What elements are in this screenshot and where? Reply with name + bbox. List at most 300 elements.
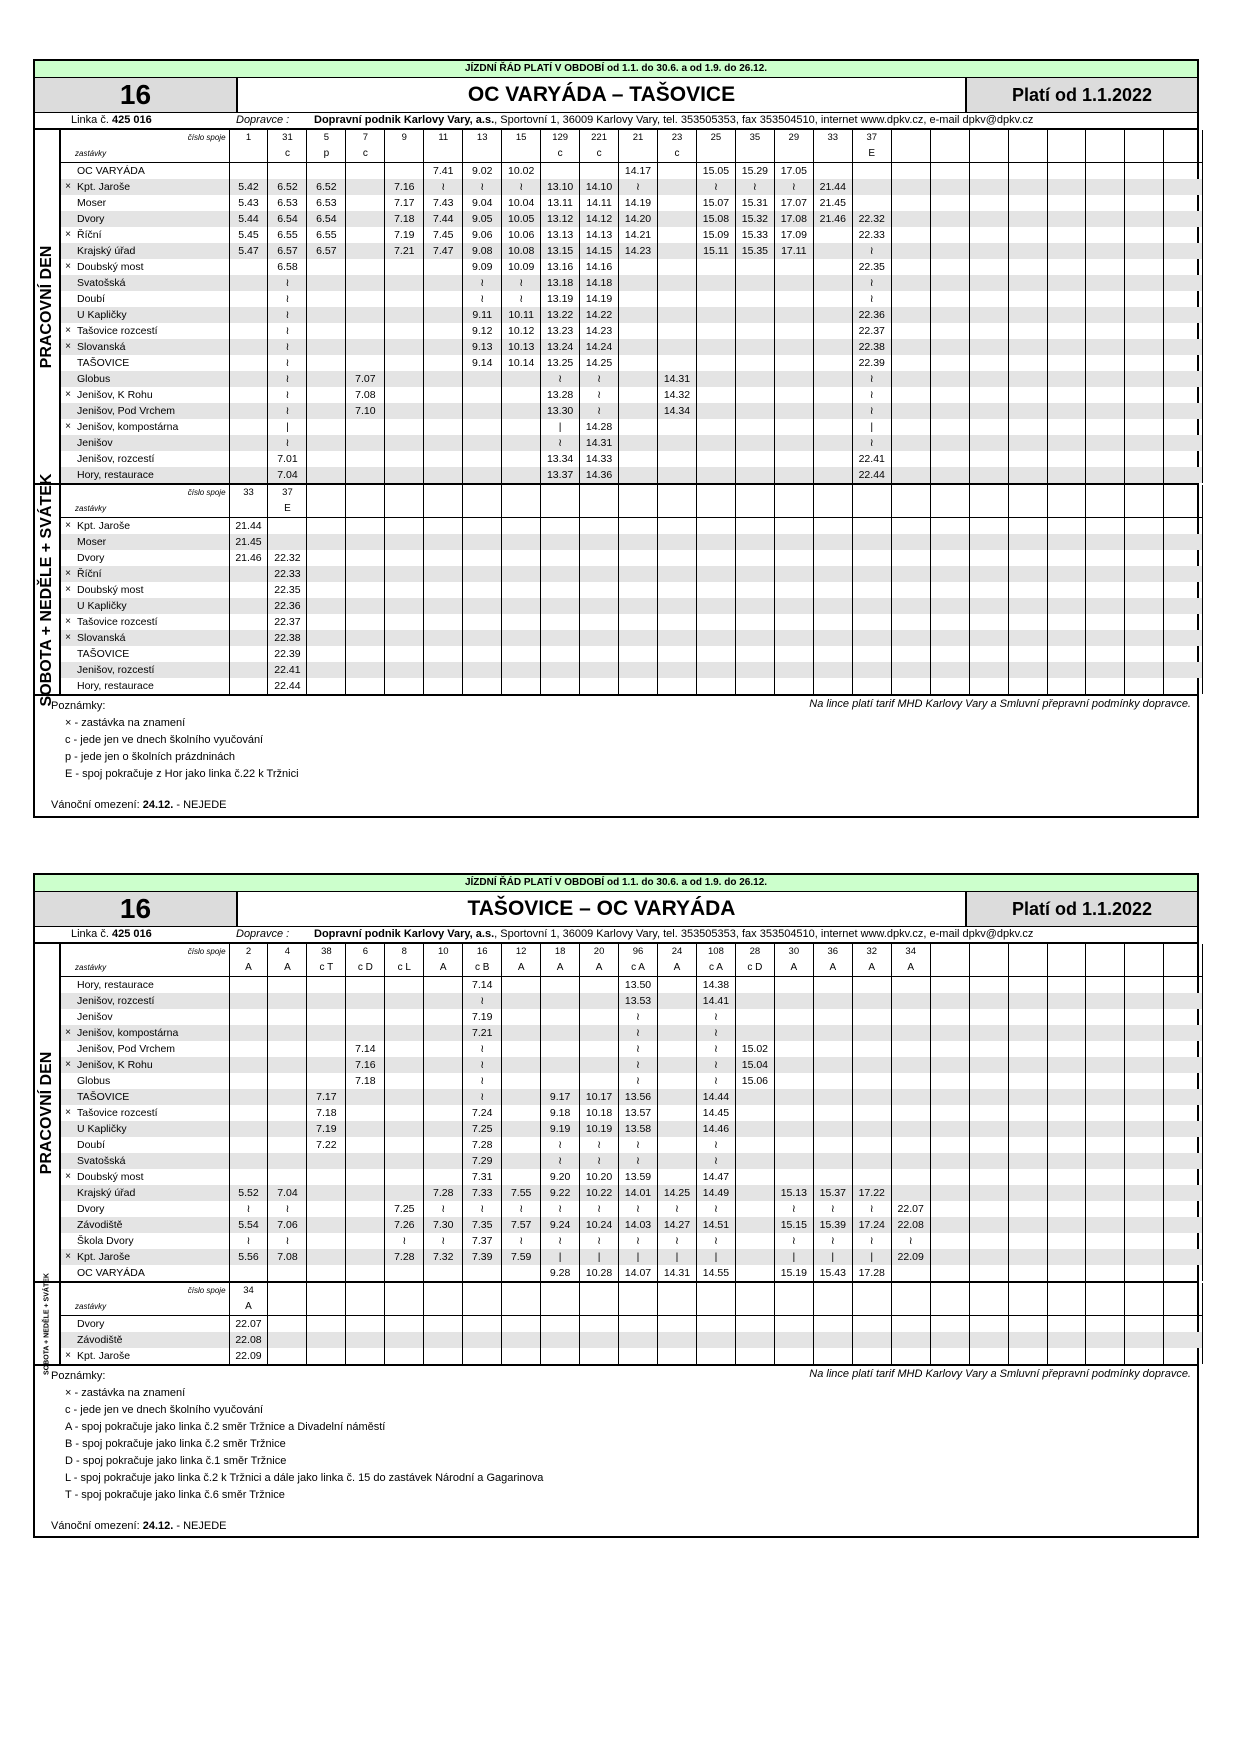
departure-time bbox=[424, 566, 463, 582]
departure-time bbox=[307, 582, 346, 598]
departure-time bbox=[1008, 291, 1047, 307]
departure-time bbox=[424, 467, 463, 483]
departure-time bbox=[580, 1041, 619, 1057]
departure-time bbox=[891, 1316, 930, 1333]
line-code bbox=[35, 113, 236, 128]
departure-time: 7.01 bbox=[268, 451, 307, 467]
departure-time bbox=[619, 1316, 658, 1333]
departure-time: 7.41 bbox=[424, 163, 463, 180]
departure-time: 15.15 bbox=[774, 1217, 813, 1233]
departure-time bbox=[735, 1265, 774, 1281]
trip-number bbox=[424, 485, 463, 501]
departure-time: 22.44 bbox=[268, 678, 307, 694]
departure-time: 7.55 bbox=[502, 1185, 541, 1201]
departure-time bbox=[658, 339, 697, 355]
departure-time bbox=[346, 1348, 385, 1364]
departure-time bbox=[619, 467, 658, 483]
departure-time bbox=[541, 163, 580, 180]
departure-time bbox=[1047, 1316, 1086, 1333]
departure-time bbox=[969, 630, 1008, 646]
departure-time bbox=[735, 566, 774, 582]
trip-note: A bbox=[424, 960, 463, 977]
departure-time bbox=[346, 534, 385, 550]
departure-time bbox=[502, 662, 541, 678]
departure-time bbox=[969, 534, 1008, 550]
departure-time bbox=[1047, 1169, 1086, 1185]
departure-time bbox=[658, 323, 697, 339]
departure-time bbox=[1047, 646, 1086, 662]
departure-time bbox=[1086, 614, 1125, 630]
departure-time bbox=[229, 1009, 268, 1025]
departure-time bbox=[1086, 1217, 1125, 1233]
departure-time bbox=[658, 227, 697, 243]
departure-time bbox=[541, 1057, 580, 1073]
stop-row bbox=[61, 993, 1203, 1009]
departure-time bbox=[813, 387, 852, 403]
departure-time bbox=[658, 646, 697, 662]
stop-name: Jenišov, K Rohu bbox=[75, 387, 229, 403]
departure-time bbox=[502, 1041, 541, 1057]
departure-time bbox=[1164, 451, 1203, 467]
departure-time bbox=[346, 1185, 385, 1201]
departure-time bbox=[580, 582, 619, 598]
departure-time bbox=[346, 1265, 385, 1281]
departure-time bbox=[346, 1249, 385, 1265]
departure-time bbox=[1125, 323, 1164, 339]
departure-time: 9.18 bbox=[541, 1105, 580, 1121]
departure-time bbox=[346, 419, 385, 435]
departure-time bbox=[619, 630, 658, 646]
departure-time bbox=[385, 1169, 424, 1185]
departure-time: 21.44 bbox=[229, 518, 268, 535]
departure-time bbox=[813, 518, 852, 535]
departure-time bbox=[658, 1153, 697, 1169]
departure-time bbox=[1125, 403, 1164, 419]
trip-note: p bbox=[307, 146, 346, 163]
departure-time bbox=[774, 435, 813, 451]
trip-number bbox=[930, 944, 969, 960]
stop-row bbox=[61, 1025, 1203, 1041]
departure-time bbox=[346, 646, 385, 662]
departure-time bbox=[774, 1169, 813, 1185]
departure-time: 13.16 bbox=[541, 259, 580, 275]
stop-row bbox=[61, 550, 1203, 566]
trip-number: 33 bbox=[813, 130, 852, 146]
request-stop-mark bbox=[61, 678, 75, 694]
departure-time: 13.53 bbox=[619, 993, 658, 1009]
departure-time bbox=[658, 630, 697, 646]
departure-time: 22.36 bbox=[268, 598, 307, 614]
departure-time bbox=[1047, 1217, 1086, 1233]
departure-time bbox=[1047, 630, 1086, 646]
departure-time bbox=[735, 550, 774, 566]
departure-time bbox=[307, 1169, 346, 1185]
request-stop-mark bbox=[61, 1332, 75, 1348]
departure-time bbox=[1008, 1073, 1047, 1089]
trip-number bbox=[1086, 485, 1125, 501]
departure-time: 7.21 bbox=[463, 1025, 502, 1041]
departure-time: 14.11 bbox=[580, 195, 619, 211]
departure-time: 7.14 bbox=[463, 977, 502, 994]
departure-time: ≀ bbox=[268, 355, 307, 371]
departure-time: 14.19 bbox=[580, 291, 619, 307]
departure-time bbox=[852, 630, 891, 646]
departure-time: 10.06 bbox=[502, 227, 541, 243]
departure-time bbox=[1164, 550, 1203, 566]
departure-time: 5.45 bbox=[229, 227, 268, 243]
trip-number: 34 bbox=[229, 1283, 268, 1299]
departure-time bbox=[1047, 1121, 1086, 1137]
stop-name: Jenišov, Pod Vrchem bbox=[75, 1041, 229, 1057]
departure-time: 14.15 bbox=[580, 243, 619, 259]
departure-time bbox=[1008, 1089, 1047, 1105]
departure-time bbox=[1164, 1057, 1203, 1073]
departure-time bbox=[307, 1332, 346, 1348]
departure-time: 13.30 bbox=[541, 403, 580, 419]
day-type-label bbox=[35, 130, 61, 483]
departure-time: 14.21 bbox=[619, 227, 658, 243]
christmas-restriction bbox=[51, 797, 1197, 814]
departure-time: ≀ bbox=[580, 1233, 619, 1249]
departure-time bbox=[658, 259, 697, 275]
departure-time bbox=[229, 339, 268, 355]
departure-time bbox=[774, 550, 813, 566]
departure-time bbox=[735, 371, 774, 387]
departure-time bbox=[813, 419, 852, 435]
departure-time: 14.41 bbox=[696, 993, 735, 1009]
departure-time bbox=[774, 1105, 813, 1121]
trip-number: 16 bbox=[463, 944, 502, 960]
trip-note bbox=[735, 1299, 774, 1316]
request-stop-mark: × bbox=[65, 1107, 71, 1118]
departure-time bbox=[774, 1348, 813, 1364]
departure-time: 14.10 bbox=[580, 179, 619, 195]
departure-time: ≀ bbox=[268, 307, 307, 323]
departure-time bbox=[1047, 403, 1086, 419]
departure-time bbox=[930, 243, 969, 259]
departure-time: ≀ bbox=[619, 1025, 658, 1041]
departure-time bbox=[774, 339, 813, 355]
departure-time: 10.13 bbox=[502, 339, 541, 355]
departure-time bbox=[229, 1169, 268, 1185]
departure-time: 7.21 bbox=[385, 243, 424, 259]
departure-time bbox=[930, 1201, 969, 1217]
departure-time bbox=[307, 1009, 346, 1025]
departure-time bbox=[1008, 678, 1047, 694]
departure-time bbox=[346, 195, 385, 211]
departure-time: ≀ bbox=[502, 291, 541, 307]
departure-time bbox=[346, 1025, 385, 1041]
departure-time: ≀ bbox=[619, 1233, 658, 1249]
departure-time bbox=[580, 534, 619, 550]
departure-time bbox=[307, 566, 346, 582]
departure-time bbox=[463, 435, 502, 451]
trip-number: 36 bbox=[813, 944, 852, 960]
departure-time bbox=[1125, 1073, 1164, 1089]
departure-time bbox=[696, 259, 735, 275]
departure-time bbox=[658, 977, 697, 994]
notes-title: Poznámky: bbox=[51, 700, 106, 712]
departure-time: 15.19 bbox=[774, 1265, 813, 1281]
departure-time: | bbox=[852, 419, 891, 435]
departure-time bbox=[930, 550, 969, 566]
departure-time bbox=[229, 1265, 268, 1281]
request-stop-mark bbox=[61, 1089, 75, 1105]
departure-time bbox=[852, 1137, 891, 1153]
departure-time bbox=[1008, 451, 1047, 467]
departure-time bbox=[1164, 566, 1203, 582]
departure-time bbox=[774, 1057, 813, 1073]
stop-name: TAŠOVICE bbox=[75, 355, 229, 371]
stop-row bbox=[61, 1316, 1203, 1333]
departure-time: 14.31 bbox=[658, 371, 697, 387]
stop-row bbox=[61, 646, 1203, 662]
section-workday bbox=[35, 944, 1197, 1283]
line-code-label: Linka č. bbox=[71, 114, 109, 126]
departure-time bbox=[735, 678, 774, 694]
departure-time bbox=[268, 1137, 307, 1153]
departure-time bbox=[229, 614, 268, 630]
trip-note: A bbox=[229, 1299, 268, 1316]
departure-time bbox=[658, 419, 697, 435]
trip-number: 4 bbox=[268, 944, 307, 960]
departure-time bbox=[307, 993, 346, 1009]
departure-time bbox=[813, 1153, 852, 1169]
stop-row bbox=[61, 614, 1203, 630]
departure-time bbox=[969, 1316, 1008, 1333]
section-workday bbox=[35, 130, 1197, 485]
departure-time bbox=[813, 1073, 852, 1089]
departure-time bbox=[735, 403, 774, 419]
departure-time bbox=[346, 355, 385, 371]
departure-time bbox=[1047, 993, 1086, 1009]
departure-time bbox=[1086, 1089, 1125, 1105]
departure-time bbox=[307, 678, 346, 694]
departure-time bbox=[1125, 1201, 1164, 1217]
departure-time bbox=[891, 1137, 930, 1153]
departure-time bbox=[969, 646, 1008, 662]
departure-time bbox=[1125, 339, 1164, 355]
departure-time bbox=[385, 1025, 424, 1041]
departure-time bbox=[502, 646, 541, 662]
departure-time bbox=[735, 1233, 774, 1249]
departure-time bbox=[696, 598, 735, 614]
departure-time bbox=[774, 387, 813, 403]
departure-time bbox=[1047, 451, 1086, 467]
departure-time: 7.26 bbox=[385, 1217, 424, 1233]
departure-time: | bbox=[696, 1249, 735, 1265]
trip-number bbox=[1008, 944, 1047, 960]
departure-time bbox=[307, 646, 346, 662]
departure-time bbox=[735, 1201, 774, 1217]
stop-row bbox=[61, 662, 1203, 678]
departure-time bbox=[735, 1121, 774, 1137]
departure-time: 7.57 bbox=[502, 1217, 541, 1233]
departure-time bbox=[580, 1348, 619, 1364]
request-stop-mark bbox=[61, 451, 75, 467]
departure-time bbox=[541, 678, 580, 694]
departure-time bbox=[580, 518, 619, 535]
departure-time: ≀ bbox=[619, 1041, 658, 1057]
stop-name: Dvory bbox=[75, 211, 229, 227]
trip-note bbox=[502, 1299, 541, 1316]
trip-number bbox=[1125, 944, 1164, 960]
departure-time bbox=[1008, 403, 1047, 419]
departure-time bbox=[502, 614, 541, 630]
departure-time bbox=[385, 566, 424, 582]
trip-note bbox=[813, 1299, 852, 1316]
departure-time bbox=[229, 1153, 268, 1169]
departure-time bbox=[774, 355, 813, 371]
departure-time: ≀ bbox=[424, 1201, 463, 1217]
departure-time bbox=[1086, 355, 1125, 371]
departure-time bbox=[813, 467, 852, 483]
stop-row bbox=[61, 518, 1203, 535]
departure-time bbox=[658, 355, 697, 371]
departure-time bbox=[1086, 195, 1125, 211]
departure-time bbox=[774, 598, 813, 614]
departure-time: 9.13 bbox=[463, 339, 502, 355]
departure-time bbox=[813, 323, 852, 339]
trip-number bbox=[1164, 130, 1203, 146]
departure-time: 15.13 bbox=[774, 1185, 813, 1201]
day-type-text: PRACOVNÍ DEN bbox=[38, 1051, 55, 1174]
stops-label: zastávky bbox=[61, 146, 229, 163]
departure-time bbox=[930, 323, 969, 339]
departure-time: 14.31 bbox=[580, 435, 619, 451]
trip-number bbox=[307, 485, 346, 501]
departure-time bbox=[385, 1316, 424, 1333]
departure-time bbox=[930, 614, 969, 630]
departure-time bbox=[385, 614, 424, 630]
departure-time bbox=[930, 662, 969, 678]
departure-time bbox=[424, 630, 463, 646]
trip-note bbox=[891, 1299, 930, 1316]
departure-time bbox=[346, 1009, 385, 1025]
departure-time bbox=[1164, 387, 1203, 403]
departure-time bbox=[346, 1201, 385, 1217]
departure-time: 7.32 bbox=[424, 1249, 463, 1265]
trip-number: 1 bbox=[229, 130, 268, 146]
departure-time: 10.19 bbox=[580, 1121, 619, 1137]
departure-time bbox=[1047, 662, 1086, 678]
departure-time: ≀ bbox=[463, 291, 502, 307]
departure-time: ≀ bbox=[580, 1153, 619, 1169]
departure-time bbox=[424, 1057, 463, 1073]
departure-time bbox=[1125, 630, 1164, 646]
stop-row bbox=[61, 534, 1203, 550]
departure-time bbox=[463, 387, 502, 403]
trip-note: A bbox=[502, 960, 541, 977]
departure-time bbox=[619, 259, 658, 275]
line-code-value: 425 016 bbox=[111, 114, 152, 126]
departure-time: ≀ bbox=[580, 1201, 619, 1217]
departure-time bbox=[1125, 1185, 1164, 1201]
departure-time bbox=[813, 259, 852, 275]
departure-time bbox=[1086, 467, 1125, 483]
departure-time: 14.12 bbox=[580, 211, 619, 227]
departure-time: 7.33 bbox=[463, 1185, 502, 1201]
trip-note bbox=[268, 1299, 307, 1316]
departure-time bbox=[930, 1332, 969, 1348]
trip-note: c D bbox=[346, 960, 385, 977]
departure-time: 7.47 bbox=[424, 243, 463, 259]
trip-note bbox=[774, 146, 813, 163]
departure-time bbox=[696, 307, 735, 323]
departure-time bbox=[1008, 630, 1047, 646]
departure-time: 22.39 bbox=[268, 646, 307, 662]
xmas-text: - NEJEDE bbox=[176, 1520, 227, 1532]
departure-time bbox=[502, 1265, 541, 1281]
trip-note bbox=[696, 146, 735, 163]
departure-time: 7.10 bbox=[346, 403, 385, 419]
departure-time bbox=[424, 582, 463, 598]
departure-time: 10.17 bbox=[580, 1089, 619, 1105]
stop-row bbox=[61, 1137, 1203, 1153]
departure-time: 22.35 bbox=[268, 582, 307, 598]
request-stop-mark bbox=[61, 195, 75, 211]
departure-time: ≀ bbox=[619, 1201, 658, 1217]
departure-time bbox=[268, 1025, 307, 1041]
departure-time bbox=[580, 678, 619, 694]
departure-time bbox=[774, 403, 813, 419]
departure-time: 9.02 bbox=[463, 163, 502, 180]
departure-time bbox=[930, 1169, 969, 1185]
departure-time bbox=[891, 1009, 930, 1025]
departure-time bbox=[463, 630, 502, 646]
departure-time bbox=[813, 534, 852, 550]
departure-time bbox=[891, 467, 930, 483]
departure-time: 14.38 bbox=[696, 977, 735, 994]
departure-time bbox=[1164, 598, 1203, 614]
departure-time bbox=[385, 1089, 424, 1105]
departure-time bbox=[930, 227, 969, 243]
departure-time bbox=[930, 1121, 969, 1137]
request-stop-mark bbox=[61, 1265, 75, 1281]
departure-time bbox=[1047, 227, 1086, 243]
departure-time bbox=[1086, 1057, 1125, 1073]
departure-time: ≀ bbox=[541, 1137, 580, 1153]
departure-time bbox=[346, 1137, 385, 1153]
departure-time bbox=[813, 630, 852, 646]
departure-time bbox=[307, 291, 346, 307]
departure-time: 14.55 bbox=[696, 1265, 735, 1281]
departure-time bbox=[346, 451, 385, 467]
trip-note bbox=[813, 501, 852, 518]
departure-time bbox=[541, 518, 580, 535]
departure-time: ≀ bbox=[580, 387, 619, 403]
departure-time bbox=[619, 598, 658, 614]
request-stop-mark: × bbox=[61, 179, 75, 195]
trip-note bbox=[1008, 501, 1047, 518]
departure-time bbox=[463, 1348, 502, 1364]
departure-time bbox=[307, 275, 346, 291]
stop-row bbox=[61, 678, 1203, 694]
departure-time bbox=[1047, 614, 1086, 630]
departure-time bbox=[580, 550, 619, 566]
departure-time bbox=[619, 371, 658, 387]
departure-time bbox=[1125, 243, 1164, 259]
day-type-text: PRACOVNÍ DEN bbox=[38, 245, 55, 368]
stop-row bbox=[61, 387, 1203, 403]
departure-time bbox=[1164, 227, 1203, 243]
request-stop-mark: × bbox=[65, 421, 71, 432]
line-number: 16 bbox=[35, 78, 238, 112]
departure-time bbox=[346, 227, 385, 243]
departure-time bbox=[502, 371, 541, 387]
departure-time bbox=[463, 518, 502, 535]
departure-time bbox=[969, 259, 1008, 275]
